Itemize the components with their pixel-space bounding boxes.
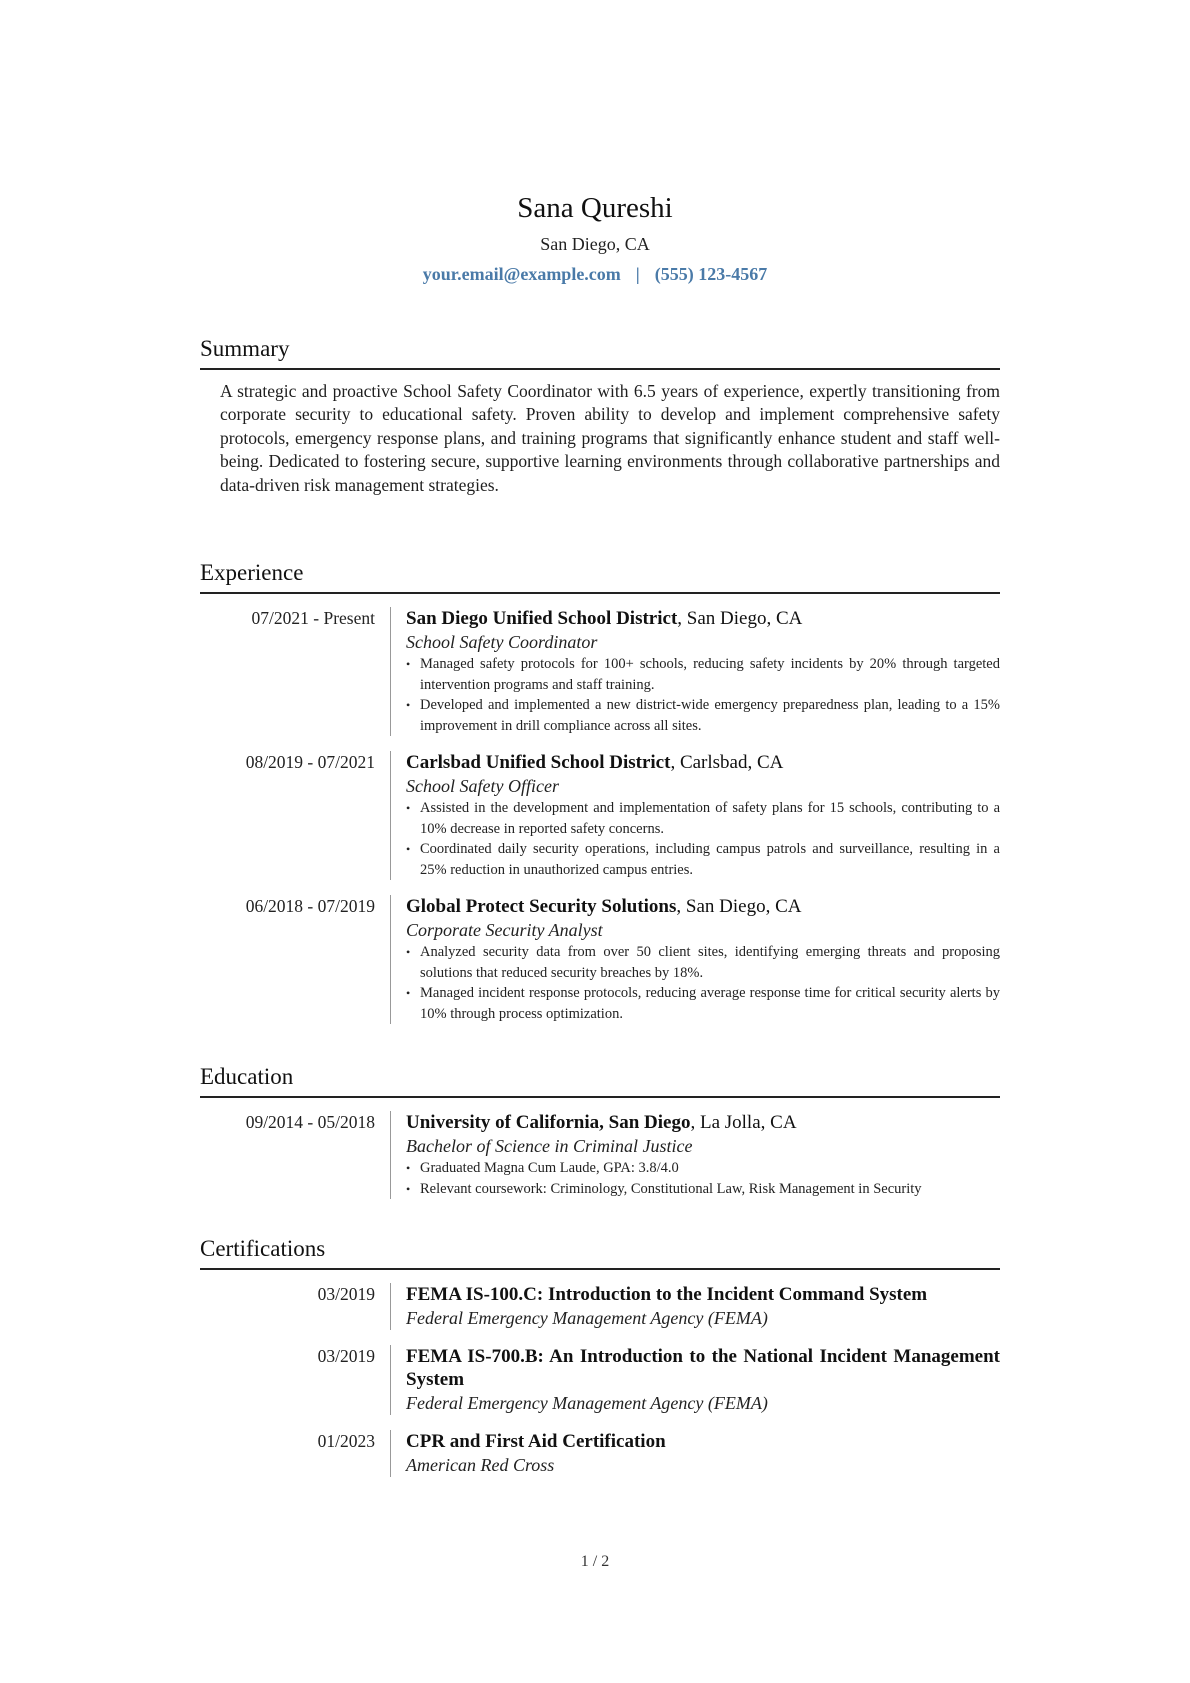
entry-date: 06/2018 - 07/2019	[245, 896, 375, 916]
candidate-location: San Diego, CA	[540, 234, 650, 254]
entry-title	[406, 607, 1000, 630]
entry-role: School Safety Coordinator	[406, 632, 598, 652]
bullet-item: • Graduated Magna Cum Laude, GPA: 3.8/4.0	[406, 1158, 1000, 1179]
entry-role: School Safety Officer	[406, 776, 559, 796]
section-title-experience: Experience	[200, 558, 1000, 594]
resume-header	[0, 190, 1190, 287]
contact-separator: |	[635, 264, 640, 284]
entry-location: , Carlsbad, CA	[670, 752, 784, 773]
contact-line	[0, 261, 1190, 287]
entry-title	[406, 751, 1000, 774]
experience-entry	[200, 607, 1000, 736]
certification-issuer: American Red Cross	[406, 1455, 555, 1475]
bullet-item: • Analyzed security data from over 50 client sites, identifying emerging threats and proposing solutions that reduced security breaches by 18%.	[406, 942, 1000, 983]
summary-section	[200, 334, 1000, 497]
section-title-summary: Summary	[200, 334, 1000, 370]
certification-name: CPR and First Aid Certification	[406, 1431, 666, 1452]
entry-bullets	[406, 654, 1000, 736]
bullet-item: • Coordinated daily security operations, including campus patrols and surveillance, resulting in a 25% reduction in unauthorized campus entries.	[406, 839, 1000, 880]
certifications-section	[200, 1234, 1000, 1477]
bullet-item: • Developed and implemented a new district-wide emergency preparedness plan, leading to a 15% improvement in drill compliance across all sites.	[406, 695, 1000, 736]
entry-org: San Diego Unified School District	[406, 608, 678, 629]
bullet-item: • Assisted in the development and implementation of safety plans for 15 schools, contributing to a 10% decrease in reported safety concerns.	[406, 798, 1000, 839]
entry-title	[406, 895, 1000, 918]
entry-degree: Bachelor of Science in Criminal Justice	[406, 1136, 693, 1156]
entry-bullets	[406, 1158, 1000, 1199]
entry-body	[390, 1111, 1000, 1199]
entry-date: 03/2019	[317, 1346, 375, 1366]
entry-org: Global Protect Security Solutions	[406, 896, 677, 917]
entry-location: , La Jolla, CA	[690, 1112, 797, 1133]
certification-entry	[200, 1430, 1000, 1477]
candidate-name: Sana Qureshi	[517, 192, 673, 224]
entry-bullets	[406, 942, 1000, 1024]
certification-issuer: Federal Emergency Management Agency (FEMA)	[406, 1308, 768, 1328]
entry-date: 08/2019 - 07/2021	[245, 752, 375, 772]
entry-body	[390, 1345, 1000, 1415]
bullet-item: • Managed incident response protocols, reducing average response time for critical security alerts by 10% through process optimization.	[406, 983, 1000, 1024]
entry-bullets	[406, 798, 1000, 880]
entry-location: , San Diego, CA	[676, 896, 802, 917]
entry-date: 01/2023	[317, 1431, 375, 1451]
page-indicator: 1 / 2	[580, 1553, 610, 1570]
entry-date: 09/2014 - 05/2018	[245, 1112, 375, 1132]
entry-body	[390, 751, 1000, 880]
bullet-item: • Managed safety protocols for 100+ schools, reducing safety incidents by 20% through targeted intervention programs and staff training.	[406, 654, 1000, 695]
entry-body	[390, 895, 1000, 1024]
entry-role: Corporate Security Analyst	[406, 920, 603, 940]
entry-org: Carlsbad Unified School District	[406, 752, 671, 773]
certification-name: FEMA IS-700.B: An Introduction to the National Incident Management System	[406, 1346, 1000, 1390]
entry-body	[390, 1430, 1000, 1477]
education-section	[200, 1062, 1000, 1199]
section-title-certifications: Certifications	[200, 1234, 1000, 1270]
experience-entry	[200, 751, 1000, 880]
entry-title	[406, 1111, 1000, 1134]
phone-link[interactable]: (555) 123-4567	[654, 264, 768, 284]
certification-entry	[200, 1345, 1000, 1415]
entry-body	[390, 607, 1000, 736]
experience-entry	[200, 895, 1000, 1024]
bullet-item: • Relevant coursework: Criminology, Constitutional Law, Risk Management in Security	[406, 1179, 1000, 1200]
entry-org: University of California, San Diego	[406, 1112, 691, 1133]
certification-name: FEMA IS-100.C: Introduction to the Incident Command System	[406, 1284, 928, 1305]
entry-date: 07/2021 - Present	[251, 608, 375, 628]
section-title-education: Education	[200, 1062, 1000, 1098]
certification-entry	[200, 1283, 1000, 1330]
education-entry	[200, 1111, 1000, 1199]
experience-section	[200, 558, 1000, 1024]
certification-issuer: Federal Emergency Management Agency (FEMA)	[406, 1393, 768, 1413]
entry-location: , San Diego, CA	[677, 608, 803, 629]
summary-text: A strategic and proactive School Safety Coordinator with 6.5 years of experience, expertly transitioning from corporate security to educational safety. Proven ability to develop and implement comprehensive safety protocols, emergency response plans, and training programs that significantly enhance student and staff well-being. Dedicated to fostering secure, supportive learning environments through collaborative partnerships and data-driven risk management strategies.	[220, 381, 1000, 495]
entry-date: 03/2019	[317, 1284, 375, 1304]
email-link[interactable]: your.email@example.com	[422, 264, 621, 284]
entry-body	[390, 1283, 1000, 1330]
